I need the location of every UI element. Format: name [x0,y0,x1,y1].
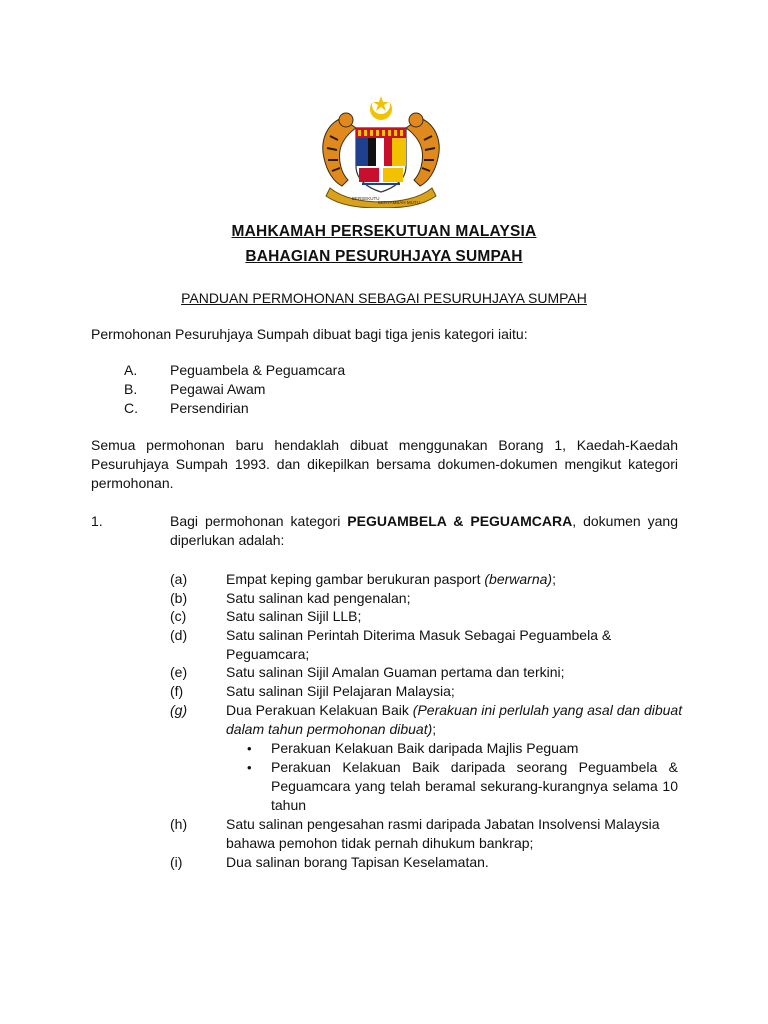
intro-text: Permohonan Pesuruhjaya Sumpah dibuat bagi tiga jenis kategori iaitu: [91,326,528,342]
category-text: Peguambela & Peguamcara [170,362,346,378]
document-item [0,701,768,720]
item-text-main: Empat keping gambar berukuran pasport [226,571,485,587]
item-label: (g) [170,702,188,718]
document-item [0,815,768,834]
bullet-item [0,739,768,758]
document-item-continuation [0,834,768,853]
category-text: Pegawai Awam [170,381,266,397]
item-label: (f) [170,683,184,699]
document-item [0,570,768,589]
item-text [226,720,436,739]
bullet-icon: • [247,741,252,756]
category-row [0,399,768,418]
item-text: Satu salinan Sijil Amalan Guaman pertama dan terkini; [226,664,565,680]
item-text [226,570,556,589]
document-item [0,682,768,701]
item-label: (i) [170,854,183,870]
bullet-icon: • [247,760,252,775]
item-label: (h) [170,816,188,832]
item-text-suffix: ; [432,721,437,737]
motto-right: BERTAMBAH MUTU [378,200,420,205]
item-text: Peguamcara; [226,646,310,662]
item-text-italic: dalam tahun permohonan dibuat) [226,721,433,737]
document-item-continuation [0,720,768,739]
coat-of-arms-icon [312,96,450,208]
item-text-suffix: ; [552,571,556,587]
item-text: Dua salinan borang Tapisan Keselamatan. [226,854,489,870]
document-title-line2: BAHAGIAN PESURUHJAYA SUMPAH [245,248,523,265]
section-intro [170,512,678,550]
shield-icon [356,128,406,192]
item-text-main: Dua Perakuan Kelakuan Baik [226,702,413,718]
bullet-text: Perakuan Kelakuan Baik daripada Majlis Peguam [271,740,579,756]
document-item [0,626,768,645]
item-label: (a) [170,571,188,587]
crescent-star-icon [370,96,392,120]
category-row [0,380,768,399]
item-text: Satu salinan Sijil LLB; [226,608,362,624]
document-item [0,663,768,682]
requirements-paragraph: Semua permohonan baru hendaklah dibuat menggunakan Borang 1, Kaedah-Kaedah Pesuruhjaya Sumpah 1993. dan dikepilkan bersama dokumen-dokumen mengikut kategori permohonan. [91,437,678,491]
motto-left: BERSEKUTU [352,196,380,201]
left-tiger-icon [323,113,356,186]
item-text: Satu salinan Perintah Diterima Masuk Sebagai Peguambela & [226,627,612,643]
category-text: Persendirian [170,400,249,416]
item-text: Satu salinan pengesahan rasmi daripada Jabatan Insolvensi Malaysia [226,816,660,832]
item-text-italic: (berwarna) [484,571,553,587]
document-subtitle: PANDUAN PERMOHONAN SEBAGAI PESURUHJAYA SUMPAH [181,290,587,306]
document-item [0,853,768,872]
category-label: C. [124,400,138,416]
category-label: A. [124,362,138,378]
item-text: Satu salinan Sijil Pelajaran Malaysia; [226,683,455,699]
document-item [0,589,768,608]
right-tiger-icon [406,113,439,186]
item-text [226,701,682,720]
document-title-line1: MAHKAMAH PERSEKUTUAN MALAYSIA [231,223,537,240]
item-label: (d) [170,627,188,643]
item-label: (b) [170,590,188,606]
item-label: (e) [170,664,188,680]
section-number: 1. [91,513,103,529]
section-intro-start: Bagi permohonan kategori [170,513,348,529]
category-row [0,361,768,380]
item-text: Satu salinan kad pengenalan; [226,590,411,606]
bullet-text: Perakuan Kelakuan Baik daripada seorang Peguambela & Peguamcara yang telah beramal sekurang-kurangnya selama 10 tahun [271,759,678,813]
item-text-italic: (Perakuan ini perlulah yang asal dan dibuat [412,702,683,718]
section-intro-end: , dokumen yang diperlukan adalah: [170,513,678,548]
section-category-name: PEGUAMBELA & PEGUAMCARA [347,513,573,529]
document-item-continuation [0,645,768,664]
item-text: bahawa pemohon tidak pernah dihukum bankrap; [226,835,534,851]
category-label: B. [124,381,138,397]
document-item [0,607,768,626]
item-label: (c) [170,608,187,624]
